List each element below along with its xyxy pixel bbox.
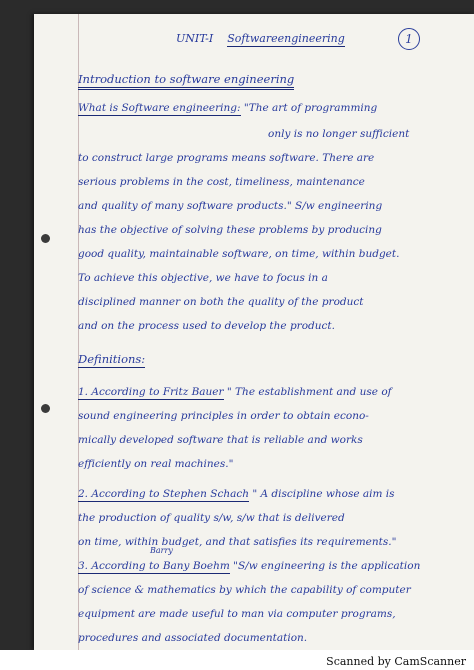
text-line: To achieve this objective, we have to focus in a bbox=[78, 272, 328, 284]
definition-text: on time, within budget, and that satisfies its requirements." bbox=[78, 536, 397, 548]
text-line: and on the process used to develop the product. bbox=[78, 320, 335, 332]
text-line: only is no longer sufficient bbox=[268, 128, 410, 140]
punch-hole bbox=[41, 234, 50, 243]
text-line: to construct large programs means software. There are bbox=[78, 152, 375, 164]
subject-label: Softwareengineering bbox=[227, 32, 345, 45]
text-line: good quality, maintainable software, on time, within budget. bbox=[78, 248, 400, 260]
text-line: serious problems in the cost, timeliness, maintenance bbox=[78, 176, 365, 188]
definition-text: "S/w engineering is the application bbox=[233, 560, 421, 572]
definition-text: equipment are made useful to man via computer programs, bbox=[78, 608, 396, 620]
definitions-heading: Definitions: bbox=[78, 352, 146, 366]
intro-heading: Introduction to software engineering bbox=[78, 72, 294, 90]
text-line: disciplined manner on both the quality of the product bbox=[78, 296, 364, 308]
page-number: 1 bbox=[398, 28, 420, 50]
definition-label: 3. According to Bany Boehm bbox=[78, 560, 230, 572]
notebook-page bbox=[34, 14, 474, 650]
definition-text: of science & mathematics by which the capability of computer bbox=[78, 584, 411, 596]
definition-text: mically developed software that is reliable and works bbox=[78, 434, 363, 446]
text-line: has the objective of solving these problems by producing bbox=[78, 224, 382, 236]
name-correction-note: Barry bbox=[150, 546, 173, 555]
definition-text: efficiently on real machines." bbox=[78, 458, 234, 470]
definition-text: the production of quality s/w, s/w that is delivered bbox=[78, 512, 345, 524]
definition-text: " The establishment and use of bbox=[226, 386, 392, 398]
unit-label: UNIT-I bbox=[176, 32, 214, 45]
definition-label: 2. According to Stephen Schach bbox=[78, 488, 249, 500]
scanner-watermark: Scanned by CamScanner bbox=[326, 655, 466, 668]
text-line: "The art of programming bbox=[243, 102, 378, 114]
page-title bbox=[176, 32, 345, 45]
what-is-heading: What is Software engineering: bbox=[78, 102, 241, 114]
text-line: and quality of many software products." S/w engineering bbox=[78, 200, 383, 212]
definition-text: procedures and associated documentation. bbox=[78, 632, 308, 644]
definition-text: sound engineering principles in order to obtain econo- bbox=[78, 410, 369, 422]
definition-label: 1. According to Fritz Bauer bbox=[78, 386, 224, 398]
definition-text: " A discipline whose aim is bbox=[252, 488, 395, 500]
punch-hole bbox=[41, 404, 50, 413]
